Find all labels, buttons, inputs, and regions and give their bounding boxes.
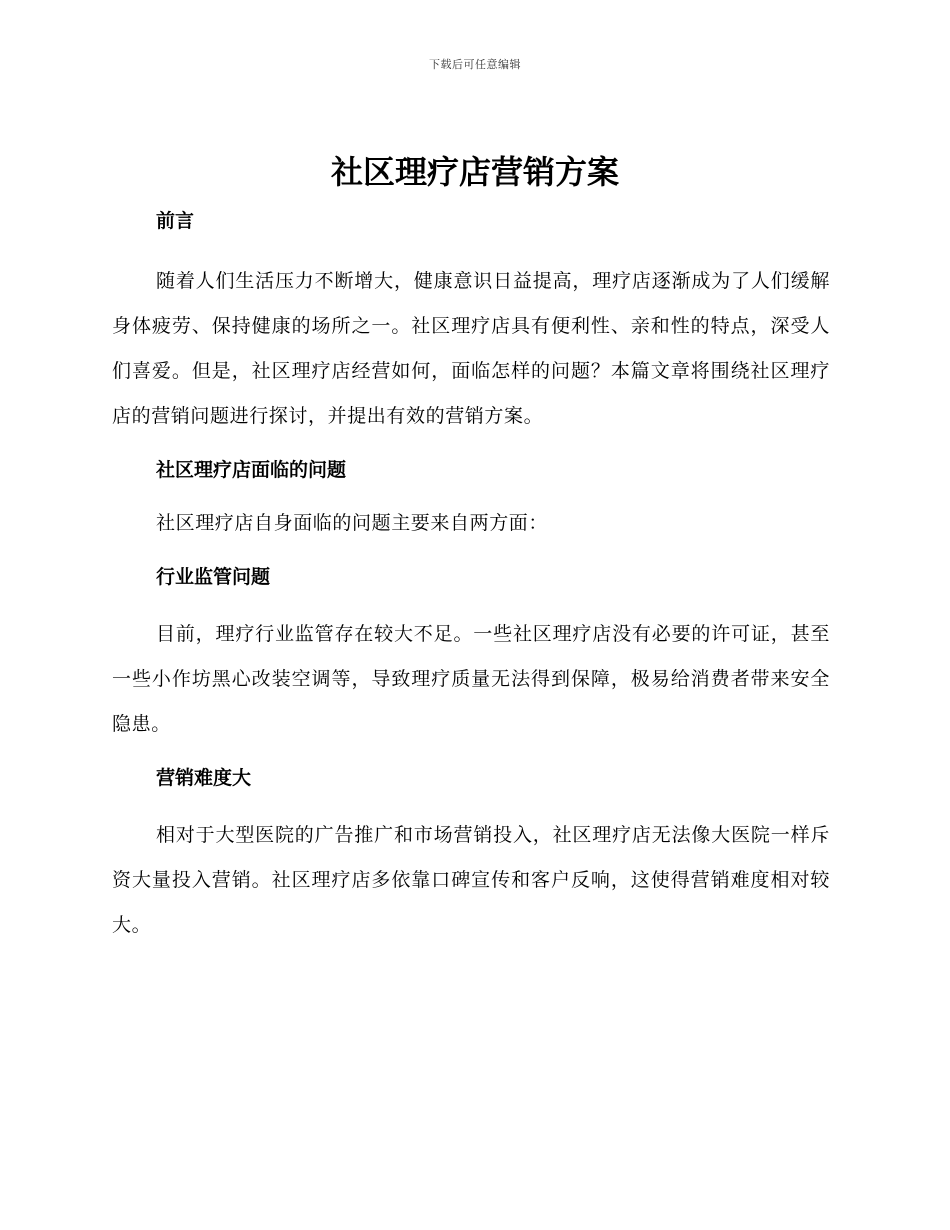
paragraph-marketing: 相对于大型医院的广告推广和市场营销投入，社区理疗店无法像大医院一样斥资大量投入营销。社区理疗店多依靠口碑宣传和客户反响，这使得营销难度相对较大。 (112, 824, 830, 936)
document-body (112, 200, 830, 948)
paragraph-problems: 社区理疗店自身面临的问题主要来自两方面： (156, 512, 549, 534)
section-heading-marketing: 营销难度大 (156, 767, 252, 789)
section-heading-preface: 前言 (156, 210, 195, 232)
section-heading-regulation: 行业监管问题 (156, 566, 271, 588)
paragraph-preface: 随着人们生活压力不断增大，健康意识日益提高，理疗店逐渐成为了人们缓解身体疲劳、保持健康的场所之一。社区理疗店具有便利性、亲和性的特点，深受人们喜爱。但是，社区理疗店经营如何，面临怎样的问题？本篇文章将围绕社区理疗店的营销问题进行探讨，并提出有效的营销方案。 (112, 270, 830, 427)
document-title: 社区理疗店营销方案 (330, 153, 619, 191)
header-note: 下载后可任意编辑 (429, 58, 521, 71)
section-heading-problems: 社区理疗店面临的问题 (156, 459, 347, 481)
paragraph-regulation: 目前，理疗行业监管存在较大不足。一些社区理疗店没有必要的许可证，甚至一些小作坊黑心改装空调等，导致理疗质量无法得到保障，极易给消费者带来安全隐患。 (112, 623, 830, 735)
